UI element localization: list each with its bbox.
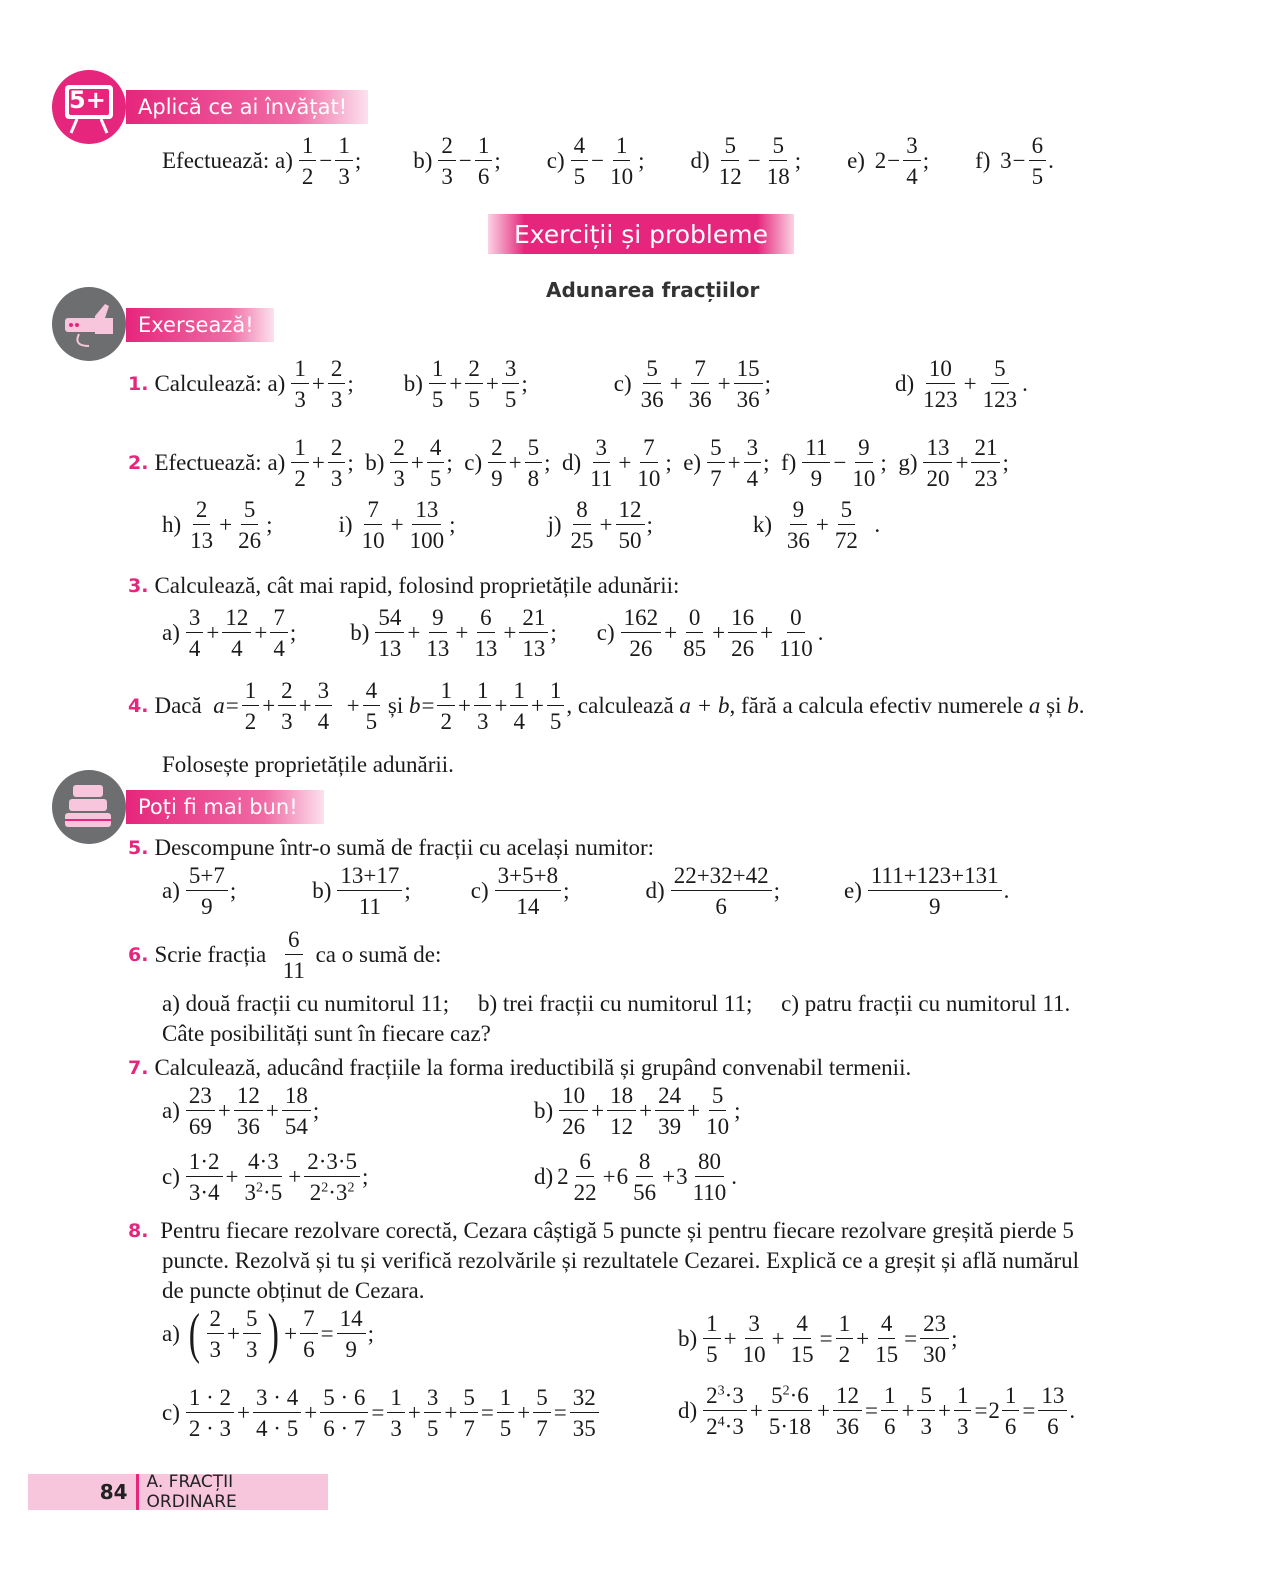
ex1: 1. Calculează: a) $\frac{1}{3}$ + $\frac{2}{3}$ ; b) $\frac{1}{5}$ + $\frac{2}{5}$ + $\frac{3}{5}$ ; c) $\frac{5}{36}$ + $\frac{7}{36}$ + $\frac{15}{36}$ ; d) $\frac{10}{123}$ + $\frac{5}{123}$ . [128,356,1028,412]
ex6-statement: 6. Scrie fracția $\frac{6}{11}$ ca o sumă de: [128,927,442,983]
section-title-banner [488,214,794,254]
ex5-number: 5. [128,837,149,859]
chapter-title: A. FRACȚII ORDINARE [146,1472,237,1512]
ex4-hint: Folosește proprietățile adunării. [162,752,454,777]
exersa-banner [126,308,274,342]
ex6-question: Câte posibilități sunt în fiecare caz? [162,1021,491,1046]
ex6-option-a: a) două fracții cu numitorul 11; [162,991,450,1016]
ex7-a: a) $\frac{23}{69}$ + $\frac{12}{36}$ + $\frac{18}{54}$ ; [162,1083,320,1139]
ex3-items: a) $\frac{3}{4}$ + $\frac{12}{4}$ + $\frac{7}{4}$ ; b) $\frac{54}{13}$ + $\frac{9}{13}$ + $\frac{6}{13}$ + $\frac{21}{13}$ ; c) $\frac{162}{26}$ + $\frac{0}{85}$ + $\frac{16}{26}$ + $\frac{0}{110}$ . [162,605,824,661]
ex6-options [162,991,1070,1017]
ex8-number: 8. [128,1220,149,1242]
thumbs-up-icon [52,287,126,361]
ex1-number: 1. [128,373,149,395]
ex6-option-c: c) patru fracții cu numitorul 11. [781,991,1071,1016]
whiteboard-icon [52,70,126,144]
poti-title: Poți fi mai bun! [138,795,298,819]
ex3-number: 3. [128,575,149,597]
ex2-line2: h) $\frac{2}{13}$ + $\frac{5}{26}$ ; i) $\frac{7}{10}$ + $\frac{13}{100}$ ; j) $\frac{8}{25}$ + $\frac{12}{50}$ ; k) $\frac{9}{36}$ + $\frac{5}{72}$ . [162,497,881,553]
ex2-number: 2. [128,452,149,474]
ex7-d: d) 2 $\frac{6}{22}$ + 6 $\frac{8}{56}$ + 3 $\frac{80}{110}$ . [534,1149,738,1205]
var-b: b [408,693,421,718]
ex4-text2: , calculează [566,693,674,718]
ex2-text: Efectuează: [154,450,262,475]
ex5-statement [128,835,654,861]
ex7-c: c) $\frac{1\cdot 2}{3\cdot 4}$ + $\frac{4\cdot 3}{3^2\cdot 5}$ + $\frac{2\cdot 3\cdot 5}{2^2\cdot 3^2}$ ; [162,1149,369,1205]
apply-banner [126,90,368,124]
ex6-option-b: b) trei fracții cu numitorul 11; [477,991,753,1016]
ex6-text1: Scrie fracția [154,942,267,967]
var-a-2: a [1028,693,1041,718]
var-b-2: b [1067,693,1079,718]
apply-instruction: Efectuează: [162,148,270,173]
ex7-number: 7. [128,1057,149,1079]
ex4-text4: și [1046,693,1062,718]
section-title: Exerciții și probleme [513,219,768,249]
ex5-text: Descompune într-o sumă de fracții cu același numitor: [154,835,655,860]
exersa-title: Exersează! [138,313,254,337]
ex8-d: d) $\frac{2^3\cdot 3}{2^4\cdot 3}$ + $\frac{5^2\cdot 6}{5\cdot 18}$ + $\frac{12}{36}$ = $\frac{1}{6}$ + $\frac{5}{3}$ + $\frac{1}{3}$ = 2 $\frac{1}{6}$ = $\frac{13}{6}$ . [678,1383,1076,1439]
ex6-number: 6. [128,944,149,966]
ex8-b: b) $\frac{1}{5}$ + $\frac{3}{10}$ + $\frac{4}{15}$ = $\frac{1}{2}$ + $\frac{4}{15}$ = $\frac{23}{30}$ ; [678,1311,958,1367]
var-a: a [213,693,225,718]
ex1-text: Calculează: [154,371,262,396]
ex7-b: b) $\frac{10}{26}$ + $\frac{18}{12}$ + $\frac{24}{39}$ + $\frac{5}{10}$ ; [534,1083,741,1139]
ex7-text: Calculează, aducând fracțiile la forma ireductibilă și grupând convenabil termenii. [154,1055,912,1080]
poti-banner [126,790,324,824]
ex8-text1: Pentru fiecare rezolvare corectă, Cezara câștigă 5 puncte și pentru fiecare rezolvare greșită pierde 5 [160,1218,1074,1243]
page-number: 84 [99,1480,128,1504]
ex4-end: . [1078,693,1085,718]
ex4-text1: Dacă [154,693,202,718]
ex8-text2: puncte. Rezolvă și tu și verifică rezolvările și rezultatele Cezarei. Explică ce a greșit și află numărul [162,1248,1080,1273]
ex4-number: 4. [128,695,149,717]
ex4-sum: a + b [679,693,730,718]
ex4-text3: , fără a calcula efectiv numerele [729,693,1024,718]
ex6-text2: ca o sumă de: [315,942,442,967]
ex5-items: a) $\frac{5+7}{9}$ ; b) $\frac{13+17}{11}$ ; c) $\frac{3+5+8}{14}$ ; d) $\frac{22+32+42}{6}$ ; e) $\frac{111+123+131}{9}$ . [162,863,1010,919]
ex7-statement [128,1055,911,1081]
ex8-line1 [128,1218,1074,1244]
ex2-line1: 2. Efectuează: a) $\frac{1}{2}$ + $\frac{2}{3}$ ; b) $\frac{2}{3}$ + $\frac{4}{5}$ ; c) $\frac{2}{9}$ + $\frac{5}{8}$ ; d) $\frac{3}{11}$ + $\frac{7}{10}$ ; e) $\frac{5}{7}$ + $\frac{3}{4}$ ; f) $\frac{11}{9}$ − $\frac{9}{10}$ ; g) $\frac{13}{20}$ + $\frac{21}{23}$ ; [128,435,1009,491]
ex3-text: Calculează, cât mai rapid, folosind proprietățile adunării: [154,573,680,598]
books-icon [52,770,126,844]
ex8-a: a) ( $\frac{2}{3}$ + $\frac{5}{3}$ ) + $\frac{7}{6}$ = $\frac{14}{9}$ ; [162,1303,375,1365]
apply-exercises: Efectuează: a) $\frac{1}{2}$ − $\frac{1}{3}$ ; b) $\frac{2}{3}$ − $\frac{1}{6}$ ; c) $\frac{4}{5}$ − $\frac{1}{10}$ ; d) $\frac{5}{12}$ − $\frac{5}{18}$ ; e) 2 − $\frac{3}{4}$ ; f) 3 − $\frac{6}{5}$ . [162,133,1054,189]
apply-title: Aplică ce ai învățat! [138,95,348,119]
ex4-and: și [387,693,404,718]
grade-badge: 5+ [69,86,106,114]
ex8-text3: de puncte obținut de Cezara. [162,1278,425,1303]
section-subtitle: Adunarea fracțiilor [546,278,760,302]
ex3-statement [128,573,679,599]
ex8-c: c) $\frac{1 \cdot 2}{2 \cdot 3}$ + $\frac{3 \cdot 4}{4 \cdot 5}$ + $\frac{5 \cdot 6}{6 \cdot 7}$ = $\frac{1}{3}$ + $\frac{3}{5}$ + $\frac{5}{7}$ = $\frac{1}{5}$ + $\frac{5}{7}$ = $\frac{32}{35}$ [162,1386,601,1440]
ex4: 4. Dacă a = $\frac{1}{2}$ + $\frac{2}{3}$ + $\frac{3}{4}$ + $\frac{4}{5}$ și b = $\frac{1}{2}$ + $\frac{1}{3}$ + $\frac{1}{4}$ + $\frac{1}{5}$ , calculează a + b , fără a calcula efectiv numerele a și b . [128,678,1085,734]
footer-bar [28,1474,328,1510]
